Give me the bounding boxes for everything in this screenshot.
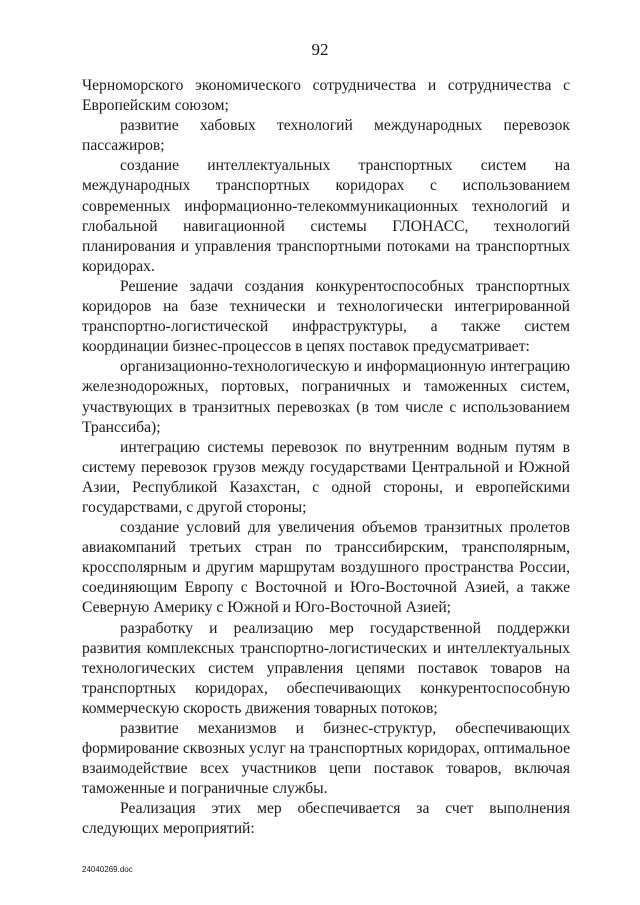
paragraph: организационно-технологическую и информационную интеграцию железнодорожных, портовых, пограничных и таможенных систем, участвующих в транзитных перевозках (в том числе с использованием Транссиба); (82, 358, 570, 436)
paragraph: Решение задачи создания конкурентоспособных транспортных коридоров на базе технически и технологически интегрированной транспортно-логистической инфраструктуры, а также систем координации бизнес-процессов в цепях поставок предусматривает: (82, 277, 570, 356)
paragraph: развитие хабовых технологий международных перевозок пассажиров; (82, 117, 570, 155)
paragraph: Черноморского экономического сотрудничества и сотрудничества с Европейским союзом; (82, 77, 570, 115)
file-name-footer: 24040269.doc (82, 865, 133, 874)
paragraph: Реализация этих мер обеспечивается за счет выполнения следующих мероприятий: (82, 800, 570, 838)
paragraph: разработку и реализацию мер государственной поддержки развития комплексных транспортно-логистических и интеллектуальных технологических систем управления цепями поставок товаров на транспортных коридорах, обеспечивающих конкурентоспособную коммерческую скорость движения товарных потоков; (82, 619, 570, 717)
paragraph: интеграцию системы перевозок по внутренним водным путям в систему перевозок грузов между государствами Центральной и Южной Азии, Республикой Казахстан, с одной стороны, и европейскими государствами, с другой стороны; (82, 438, 570, 516)
page-number: 92 (311, 40, 329, 59)
paragraph: создание условий для увеличения объемов транзитных пролетов авиакомпаний третьих стран по транссибирским, трансполярным, кроссполярным и другим маршрутам воздушного пространства России, соединяющим Европу с Восточной и Юго-Восточной Азией, а также Северную Америку с Южной и Юго-Восточной Азией; (82, 519, 570, 617)
document-body (82, 76, 570, 840)
paragraph: развитие механизмов и бизнес-структур, обеспечивающих формирование сквозных услуг на транспортных коридорах, оптимальное взаимодействие всех участников цепи поставок товаров, включая таможенные и пограничные службы. (82, 720, 570, 798)
paragraph: создание интеллектуальных транспортных систем на международных транспортных коридорах с использованием современных информационно-телекоммуникационных технологий и глобальной навигационной системы ГЛОНАСС, технологий планирования и управления транспортными потоками на транспортных коридорах. (82, 157, 570, 275)
